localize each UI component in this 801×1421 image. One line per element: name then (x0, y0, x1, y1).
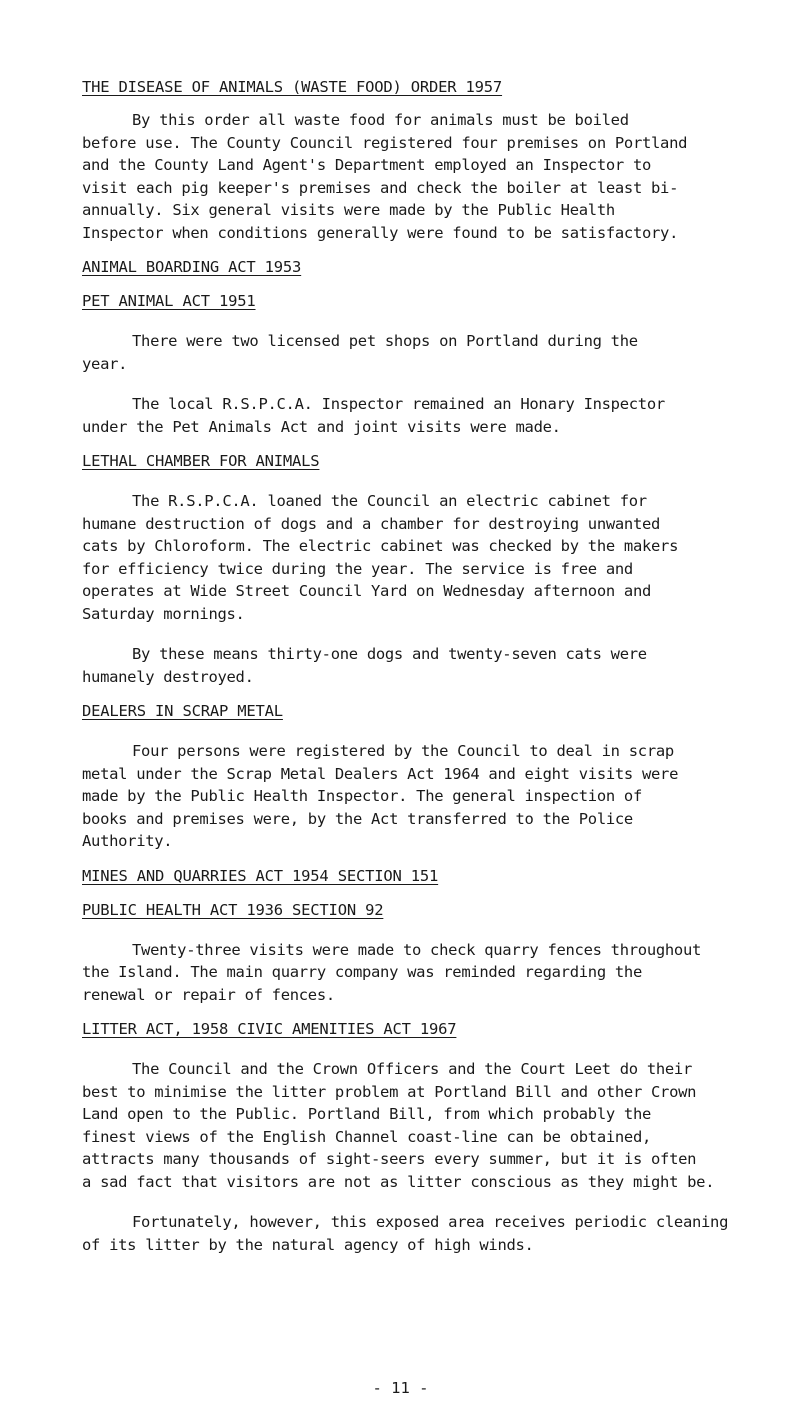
section-heading: PET ANIMAL ACT 1951 (82, 292, 256, 310)
section-heading: THE DISEASE OF ANIMALS (WASTE FOOD) ORDER 1957 (82, 78, 503, 96)
section-heading: ANIMAL BOARDING ACT 1953 (82, 258, 302, 276)
paragraph-line: The local R.S.P.C.A. Inspector remained an Honary Inspector (132, 395, 665, 413)
paragraph-line: Authority. (82, 832, 173, 850)
paragraph-line: attracts many thousands of sight-seers every summer, but it is often (82, 1150, 697, 1168)
section-heading: LETHAL CHAMBER FOR ANIMALS (82, 452, 320, 470)
paragraph-line: There were two licensed pet shops on Portland during the (132, 332, 638, 350)
paragraph-line: Saturday mornings. (82, 604, 245, 623)
paragraph-line: metal under the Scrap Metal Dealers Act 1964 and eight visits were (82, 764, 679, 783)
paragraph-line: operates at Wide Street Council Yard on Wednesday afternoon and (82, 582, 652, 600)
paragraph-line: Fortunately, however, this exposed area receives periodic cleaning (132, 1213, 729, 1231)
paragraph-line: made by the Public Health Inspector. The general inspection of (82, 787, 642, 805)
paragraph-line: The Council and the Crown Officers and the Court Leet do their (132, 1060, 692, 1078)
paragraph-line: Inspector when conditions generally were found to be satisfactory. (82, 223, 679, 242)
paragraph-line: the Island. The main quarry company was reminded regarding the (82, 963, 642, 981)
section-paragraph (82, 740, 762, 853)
paragraph-line: before use. The County Council registered four premises on Portland (82, 133, 688, 152)
section-paragraph (82, 643, 762, 688)
paragraph-line: cats by Chloroform. The electric cabinet was checked by the makers (82, 537, 679, 555)
paragraph-line: visit each pig keeper's premises and check the boiler at least bi- (82, 178, 679, 197)
paragraph-line: renewal or repair of fences. (82, 985, 335, 1004)
paragraph-line: under the Pet Animals Act and joint visits were made. (82, 417, 561, 436)
paragraph-line: Land open to the Public. Portland Bill, from which probably the (82, 1105, 652, 1123)
section-heading: LITTER ACT, 1958 CIVIC AMENITIES ACT 1967 (82, 1020, 457, 1038)
paragraph-line: By this order all waste food for animals must be boiled (132, 111, 629, 129)
paragraph-line: finest views of the English Channel coast-line can be obtained, (82, 1127, 652, 1146)
section-paragraph (82, 1211, 762, 1256)
paragraph-line: of its litter by the natural agency of high winds. (82, 1235, 534, 1254)
section-paragraph (82, 393, 762, 438)
section-paragraph (82, 109, 762, 244)
section-paragraph (82, 1058, 762, 1193)
section-heading: PUBLIC HEALTH ACT 1936 SECTION 92 (82, 900, 384, 919)
paragraph-line: The R.S.P.C.A. loaned the Council an electric cabinet for (132, 492, 647, 510)
paragraph-line: annually. Six general visits were made by the Public Health (82, 201, 615, 219)
paragraph-line: Four persons were registered by the Council to deal in scrap (132, 742, 674, 760)
section-paragraph (82, 939, 762, 1007)
paragraph-line: Twenty-three visits were made to check quarry fences throughout (132, 940, 702, 959)
paragraph-line: By these means thirty-one dogs and twenty-seven cats were (132, 645, 647, 663)
paragraph-line: books and premises were, by the Act transferred to the Police (82, 809, 633, 828)
paragraph-line: humanely destroyed. (82, 667, 254, 686)
paragraph-line: humane destruction of dogs and a chamber for destroying unwanted (82, 514, 661, 533)
paragraph-line: for efficiency twice during the year. The service is free and (82, 559, 633, 578)
section-heading: DEALERS IN SCRAP METAL (82, 702, 283, 720)
section-heading: MINES AND QUARRIES ACT 1954 SECTION 151 (82, 866, 439, 885)
document-body (82, 76, 762, 1256)
section-paragraph (82, 490, 762, 625)
paragraph-line: and the County Land Agent's Department employed an Inspector to (82, 156, 652, 174)
page-number: - 11 - (372, 1379, 429, 1397)
paragraph-line: best to minimise the litter problem at Portland Bill and other Crown (82, 1082, 697, 1101)
section-paragraph (82, 330, 762, 375)
paragraph-line: year. (82, 354, 128, 373)
paragraph-line: a sad fact that visitors are not as litter conscious as they might be. (82, 1172, 715, 1191)
